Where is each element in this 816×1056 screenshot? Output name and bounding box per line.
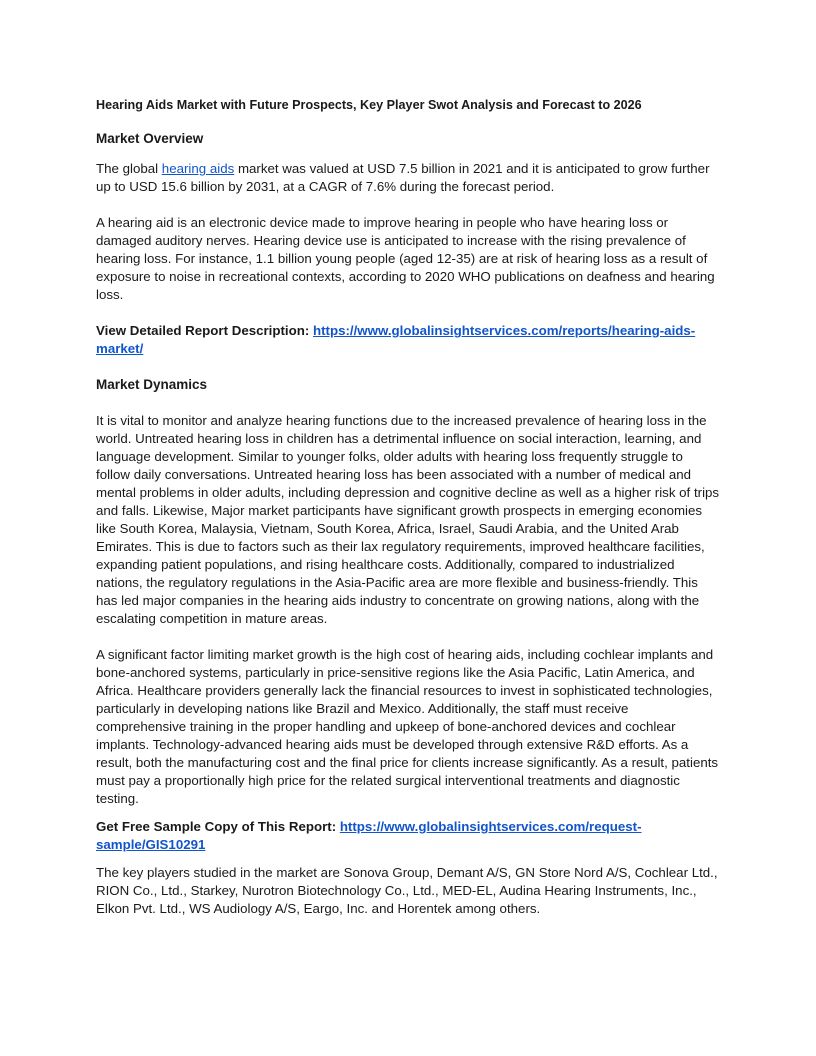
key-players-paragraph: The key players studied in the market are Sonova Group, Demant A/S, GN Store Nord A/S, Cochlear Ltd., RION Co., Ltd., Starkey, Nurotron Biotechnology Co., Ltd., MED-EL, Audina Hearing Instruments, Inc., Elkon Pvt. Ltd., WS Audiology A/S, Eargo, Inc. and Horentek among others. (96, 865, 718, 916)
sample-copy-link[interactable]: https://www.globalinsightservices.com/request-sample/GIS10291 (96, 819, 642, 852)
document-title: Hearing Aids Market with Future Prospects, Key Player Swot Analysis and Forecast to 2026 (96, 98, 642, 112)
overview-paragraph-2: A hearing aid is an electronic device made to improve hearing in people who have hearing loss or damaged auditory nerves. Hearing device use is anticipated to increase with the rising prevalence of hearing loss. For instance, 1.1 billion young people (aged 12-35) are at risk of hearing loss as a result of exposure to noise in recreational contexts, according to 2020 WHO publications on deafness and hearing loss. (96, 215, 715, 302)
report-description-line (96, 322, 720, 358)
sample-copy-label: Get Free Sample Copy of This Report: (96, 819, 340, 834)
overview-paragraph-1 (96, 160, 720, 196)
dynamics-paragraph-1: It is vital to monitor and analyze hearing functions due to the increased prevalence of hearing loss in the world. Untreated hearing loss in children has a detrimental influence on social interaction, learning, and language development. Similar to younger folks, older adults with hearing loss frequently struggle to follow daily conversations. Untreated hearing loss has been associated with a number of medical and mental problems in older adults, including depression and cognitive decline as well as a higher risk of trips and falls. Likewise, Major market participants have significant growth prospects in emerging economies like South Korea, Malaysia, Vietnam, South Korea, Africa, Israel, Saudi Arabia, and the United Arab Emirates. This is due to factors such as their lax regulatory requirements, improved healthcare facilities, expanding patient populations, and rising healthcare costs. Additionally, compared to industrialized nations, the regulatory regulations in the Asia-Pacific area are more flexible and business-friendly. This has led major companies in the hearing aids industry to concentrate on growing nations, along with the escalating competition in mature areas. (96, 413, 720, 626)
overview-text-post: market was valued at USD 7.5 billion in 2021 and it is anticipated to grow further up to USD 15.6 billion by 2031, at a CAGR of 7.6% during the forecast period. (96, 161, 710, 194)
overview-text-pre: The global (96, 161, 162, 176)
market-dynamics-heading: Market Dynamics (96, 377, 208, 392)
dynamics-paragraph-2: A significant factor limiting market growth is the high cost of hearing aids, including cochlear implants and bone-anchored systems, particularly in price-sensitive regions like the Asia Pacific, Latin America, and Africa. Healthcare providers generally lack the financial resources to invest in sophisticated technologies, particularly in developing nations like Brazil and Mexico. Additionally, the staff must receive comprehensive training in the proper handling and upkeep of bone-anchored devices and cochlear implants. Technology-advanced hearing aids must be developed through extensive R&D efforts. As a result, both the manufacturing cost and the final price for clients increase significantly. As a result, patients must pay a proportionally high price for the related surgical interventional treatments and diagnostic testing. (96, 647, 719, 806)
report-description-link[interactable]: https://www.globalinsightservices.com/reports/hearing-aids-market/ (96, 323, 696, 356)
report-description-label: View Detailed Report Description: (96, 323, 313, 338)
document-page (96, 96, 720, 936)
hearing-aids-link[interactable]: hearing aids (161, 161, 235, 176)
sample-copy-line (96, 818, 720, 854)
market-overview-heading: Market Overview (96, 131, 204, 146)
